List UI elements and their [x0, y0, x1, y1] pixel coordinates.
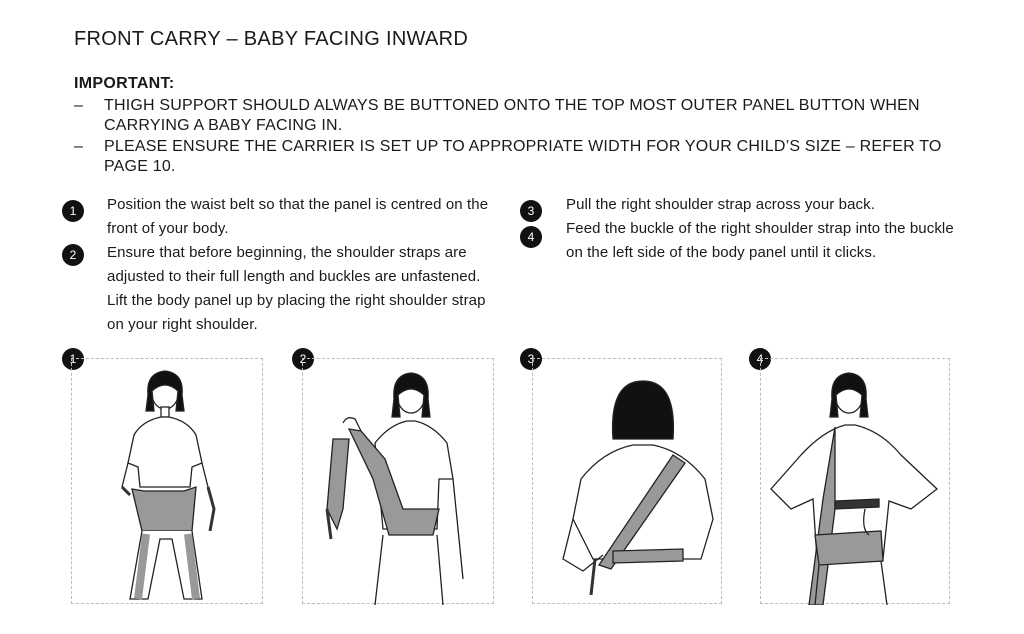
illustration-panel-4 — [760, 358, 950, 604]
page-title: FRONT CARRY – BABY FACING INWARD — [74, 28, 469, 50]
person-waist-belt-illustration — [72, 359, 264, 605]
step-badge-1: 1 — [62, 200, 84, 222]
step-badge-2: 2 — [62, 244, 84, 266]
important-text: THIGH SUPPORT SHOULD ALWAYS BE BUTTONED ONTO THE TOP MOST OUTER PANEL BUTTON WHEN CARRYING A BABY FACING IN. — [104, 97, 920, 134]
step-text-3: Pull the right shoulder strap across your back. — [566, 196, 876, 213]
person-buckle-clip-illustration — [761, 359, 951, 605]
illustration-badge-1: 1 — [62, 348, 84, 370]
illustration-badge-4: 4 — [749, 348, 771, 370]
step-badge-4: 4 — [520, 226, 542, 248]
step-badge-3: 3 — [520, 200, 542, 222]
important-heading: IMPORTANT: — [74, 75, 175, 92]
step-text-2: Ensure that before beginning, the shoulder straps are adjusted to their full length and buckles are unfastened. Lift the body panel up by placing the right shoulder strap on your right shoulder. — [107, 244, 486, 333]
dash-bullet: – — [74, 97, 84, 114]
illustration-panel-3 — [532, 358, 722, 604]
person-back-strap-illustration — [533, 359, 723, 605]
step-text-4: Feed the buckle of the right shoulder strap into the buckle on the left side of the body panel until it clicks. — [566, 220, 954, 261]
person-shoulder-strap-illustration — [303, 359, 495, 605]
illustration-badge-3: 3 — [520, 348, 542, 370]
illustration-panel-1 — [71, 358, 263, 604]
important-text: PLEASE ENSURE THE CARRIER IS SET UP TO APPROPRIATE WIDTH FOR YOUR CHILD’S SIZE – REFER TO PAGE 10. — [104, 138, 942, 175]
step-text-1: Position the waist belt so that the panel is centred on the front of your body. — [107, 196, 489, 237]
illustration-badge-2: 2 — [292, 348, 314, 370]
dash-bullet: – — [74, 138, 84, 155]
illustration-panel-2 — [302, 358, 494, 604]
